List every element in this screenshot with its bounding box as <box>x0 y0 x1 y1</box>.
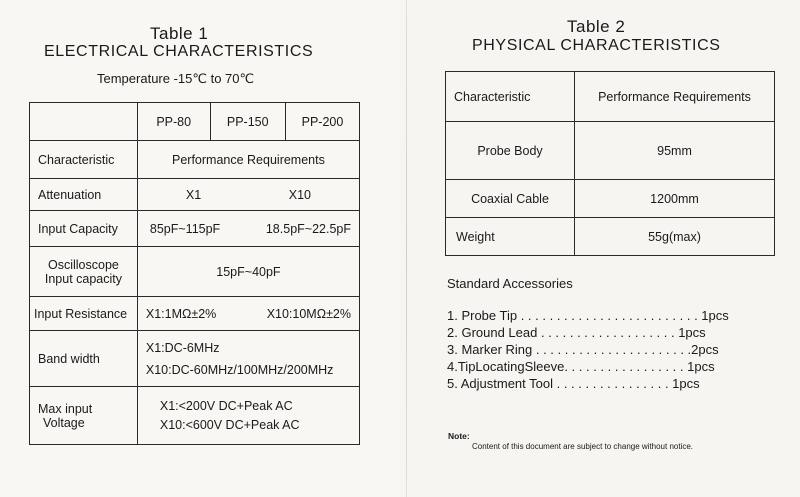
row-value: 55g(max) <box>575 218 775 256</box>
row-value: 1200mm <box>575 180 775 218</box>
input-resistance-values <box>137 297 359 331</box>
list-item: 3. Marker Ring . . . . . . . . . . . . . . . . . . . . . .2pcs <box>447 342 719 357</box>
model-header: PP-150 <box>210 103 285 141</box>
row-label: Band width <box>30 331 138 387</box>
page-fold <box>406 0 407 497</box>
performance-header: Performance Requirements <box>575 72 775 122</box>
max-voltage-x10: X10:<600V DC+Peak AC <box>159 417 300 432</box>
max-voltage-label-1: Max input <box>38 401 93 416</box>
max-voltage-x1: X1:<200V DC+Peak AC <box>159 398 293 413</box>
table2-title: PHYSICAL CHARACTERISTICS <box>472 37 721 54</box>
table1-title: ELECTRICAL CHARACTERISTICS <box>44 43 314 60</box>
table-row <box>446 122 775 180</box>
physical-characteristics-table <box>445 71 775 256</box>
model-header: PP-80 <box>137 103 210 141</box>
list-item: 2. Ground Lead . . . . . . . . . . . . . . . . . . . 1pcs <box>447 325 706 340</box>
note-label: Note: <box>448 431 470 441</box>
table-row <box>30 211 360 247</box>
bandwidth-values <box>137 331 359 387</box>
table-row <box>30 387 360 445</box>
list-item: 1. Probe Tip . . . . . . . . . . . . . . . . . . . . . . . . . 1pcs <box>447 308 729 323</box>
table-row <box>30 247 360 297</box>
input-capacity-values <box>137 211 359 247</box>
table1-caption: Table 1 <box>150 24 209 43</box>
list-item: 5. Adjustment Tool . . . . . . . . . . . . . . . . 1pcs <box>447 376 700 391</box>
row-label <box>30 387 138 445</box>
input-resistance-x10: X10:10MΩ±2% <box>266 306 351 321</box>
table-row <box>30 331 360 387</box>
model-header: PP-200 <box>285 103 359 141</box>
input-capacity-x1: 85pF~115pF <box>149 221 221 236</box>
performance-header: Performance Requirements <box>137 141 359 179</box>
max-voltage-values <box>137 387 359 445</box>
temperature-range: Temperature -15℃ to 70℃ <box>97 71 255 86</box>
row-label: Input Resistance <box>30 297 138 331</box>
attenuation-x1: X1 <box>185 187 202 202</box>
row-label: Weight <box>446 218 575 256</box>
table-row <box>446 218 775 256</box>
characteristic-header: Characteristic <box>30 141 138 179</box>
row-label: Probe Body <box>446 122 575 180</box>
row-label: Attenuation <box>30 179 138 211</box>
row-label <box>30 247 138 297</box>
attenuation-values <box>137 179 359 211</box>
table-row <box>446 180 775 218</box>
accessories-title: Standard Accessories <box>447 276 573 291</box>
osc-capacity-label-2: Input capacity <box>44 271 122 286</box>
characteristic-header: Characteristic <box>446 72 575 122</box>
electrical-characteristics-table <box>29 102 360 445</box>
table2-caption: Table 2 <box>567 17 626 36</box>
attenuation-x10: X10 <box>288 187 311 202</box>
note-text: Content of this document are subject to change without notice. <box>472 442 694 451</box>
bandwidth-x1: X1:DC-6MHz <box>145 340 220 355</box>
row-label: Coaxial Cable <box>446 180 575 218</box>
max-voltage-label-2: Voltage <box>43 415 85 430</box>
table-row <box>446 72 775 122</box>
table-row <box>30 103 360 141</box>
list-item: 4.TipLocatingSleeve. . . . . . . . . . . . . . . . . 1pcs <box>447 359 715 374</box>
table-cell-empty <box>30 103 138 141</box>
table-row <box>30 297 360 331</box>
accessories-list <box>447 307 729 392</box>
row-value: 95mm <box>575 122 775 180</box>
row-label: Input Capacity <box>30 211 138 247</box>
table-row <box>30 179 360 211</box>
osc-capacity-value: 15pF~40pF <box>137 247 359 297</box>
input-resistance-x1: X1:1MΩ±2% <box>145 306 217 321</box>
osc-capacity-label-1: Oscilloscope <box>48 257 119 272</box>
bandwidth-x10: X10:DC-60MHz/100MHz/200MHz <box>145 362 334 377</box>
input-capacity-x10: 18.5pF~22.5pF <box>265 221 351 236</box>
table-row <box>30 141 360 179</box>
